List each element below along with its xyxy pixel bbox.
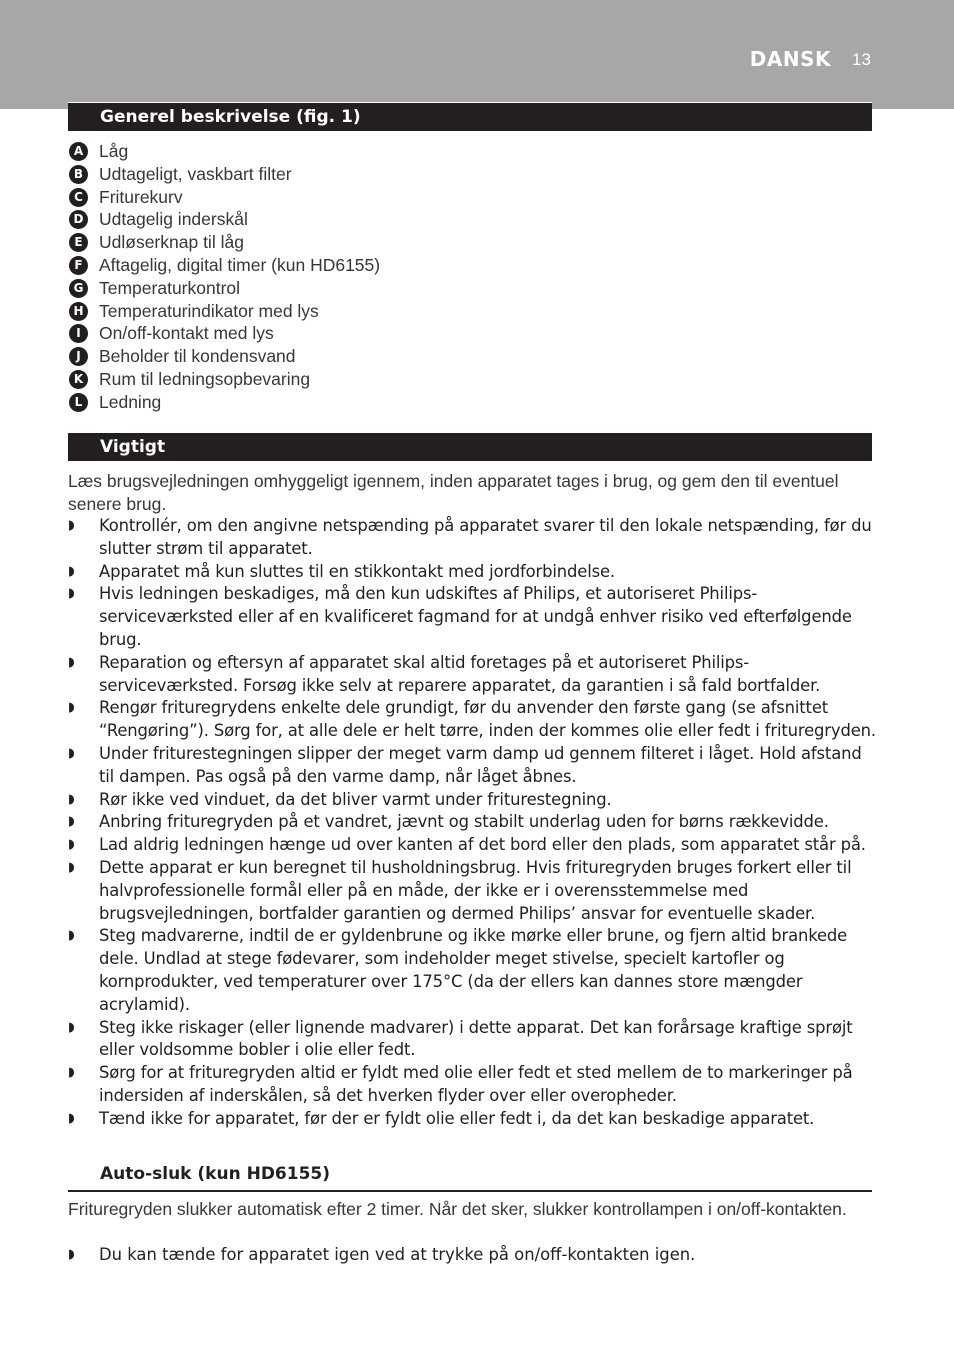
list-item (68, 697, 878, 743)
letter-badge: J (69, 347, 88, 366)
component-label: Temperaturindikator med lys (99, 300, 319, 321)
letter-badge: G (69, 279, 88, 298)
letter-badge: C (69, 188, 88, 207)
bullet-icon: ◗ (68, 518, 75, 533)
bullet-icon: ◗ (68, 1247, 75, 1262)
component-label: Temperaturkontrol (99, 277, 241, 298)
list-item (68, 857, 878, 925)
bullet-icon: ◗ (68, 837, 75, 853)
list-item (68, 652, 878, 698)
bullet-icon: ◗ (68, 1110, 75, 1126)
component-label: Friturekurv (99, 186, 183, 207)
language-label: DANSK (749, 47, 831, 71)
list-item (68, 583, 878, 651)
list-item-text: Hvis ledningen beskadiges, må den kun udskiftes af Philips, et autoriseret Philips-serviceværksted eller af en kvalificeret fagmand for at undgå enhver risiko ved efterfølgende brug. (99, 584, 852, 649)
list-item (68, 1062, 878, 1108)
bullet-icon: ◗ (68, 654, 75, 670)
list-item-text: Du kan tænde for apparatet igen ved at trykke på on/off-kontakten igen. (99, 1245, 696, 1264)
list-item (68, 561, 878, 584)
letter-badge: H (69, 302, 88, 321)
letter-badge: K (69, 370, 88, 389)
list-item (68, 834, 878, 857)
list-item-text: Reparation og eftersyn af apparatet skal altid foretages på et autoriseret Philips-serviceværksted. Forsøg ikke selv at reparere apparatet, da garantien i så fald bortfalder. (99, 652, 821, 695)
section-heading-important (68, 432, 872, 461)
bullet-icon: ◗ (68, 745, 75, 761)
bullet-icon: ◗ (68, 928, 75, 944)
letter-badge: A (69, 142, 88, 161)
list-item-text: Apparatet må kun sluttes til en stikkontakt med jordforbindelse. (99, 561, 615, 581)
letter-badge: I (69, 324, 88, 343)
list-item-text: Kontrollér, om den angivne netspænding på apparatet svarer til den lokale netspænding, før du slutter strøm til apparatet. (99, 516, 872, 558)
list-item-text: Sørg for at frituregryden altid er fyldt med olie eller fedt et sted mellem de to markeringer på indersiden af inderskålen, så det hverken flyder over eller overopheder. (99, 1063, 853, 1105)
letter-badge: D (69, 210, 88, 229)
component-label: Udløserknap til låg (99, 232, 244, 253)
bullet-icon: ◗ (68, 700, 75, 716)
auto-off-body: Frituregryden slukker automatisk efter 2 timer. Når det sker, slukker kontrollampen i on/off-kontakten. (68, 1199, 847, 1219)
list-item-text: Steg madvarerne, indtil de er gyldenbrune og ikke mørke eller brune, og fjern altid brankede dele. Undlad at stege fødevarer, som indeholder meget stivelse, specielt kartofler og kornprodukter, ved temperaturer over 175°C (da der ellers kan dannes store mængder acrylamid). (99, 926, 848, 1014)
list-item-text: Rengør frituregrydens enkelte dele grundigt, før du anvender den første gang (se afsnittet “Rengøring”). Sørg for, at alle dele er helt tørre, inden der kommes olie eller fedt i frituregryden. (99, 698, 876, 741)
section-title: Generel beskrivelse (fig. 1) (100, 107, 361, 127)
list-item (68, 811, 878, 834)
component-label: Ledning (99, 391, 162, 412)
list-item-text: Dette apparat er kun beregnet til husholdningsbrug. Hvis frituregryden bruges forkert eller til halvprofessionelle formål eller på en måde, der ikke er i overensstemmelse med brugsvejledningen, bortfalder garantien og dermed Philips’ ansvar for eventuelle skader. (99, 857, 852, 923)
page-header-band (0, 0, 954, 109)
component-label: Låg (99, 141, 129, 161)
list-item-text: Rør ikke ved vinduet, da det bliver varmt under friturestegning. (99, 789, 612, 809)
bullet-icon: ◗ (68, 586, 75, 602)
bullet-icon: ◗ (68, 1065, 75, 1081)
component-label: Aftagelig, digital timer (kun HD6155) (99, 254, 381, 275)
bullet-icon: ◗ (68, 791, 75, 807)
list-item (68, 515, 878, 561)
list-item-text: Lad aldrig ledningen hænge ud over kanten af det bord eller den plads, som apparatet står på. (99, 835, 866, 855)
auto-off-bullet-list (68, 1244, 878, 1267)
letter-badge: L (69, 393, 88, 412)
list-item (68, 743, 878, 789)
letter-badge: F (69, 256, 88, 275)
component-label: Udtagelig inderskål (99, 209, 248, 230)
section-heading-general (68, 102, 872, 131)
component-label: Beholder til kondensvand (99, 346, 296, 367)
list-item-text: Anbring frituregryden på et vandret, jævnt og stabilt underlag uden for børns rækkevidde. (99, 812, 829, 832)
list-item (68, 789, 878, 812)
list-item (68, 1108, 878, 1131)
list-item (68, 925, 878, 1016)
page-number: 13 (852, 50, 871, 69)
list-item (68, 1017, 878, 1063)
bullet-icon: ◗ (68, 563, 75, 579)
letter-badge: B (69, 165, 88, 184)
section-title: Auto-sluk (kun HD6155) (100, 1164, 331, 1184)
bullet-icon: ◗ (68, 1019, 75, 1035)
component-label: Rum til ledningsopbevaring (99, 368, 311, 389)
safety-bullet-list (68, 515, 878, 1131)
letter-badge: E (69, 233, 88, 252)
list-item-text: Under friturestegningen slipper der meget varm damp ud gennem filteret i låget. Hold afstand til dampen. Pas også på den varme damp, når låget åbnes. (99, 743, 862, 786)
list-item-text: Tænd ikke for apparatet, før der er fyldt olie eller fedt i, da det kan beskadige apparatet. (99, 1108, 815, 1128)
bullet-icon: ◗ (68, 814, 75, 830)
component-label: Udtageligt, vaskbart filter (99, 163, 292, 184)
section-heading-auto-off (68, 1163, 872, 1192)
component-label: On/off-kontakt med lys (99, 323, 274, 344)
section-title: Vigtigt (100, 437, 166, 457)
list-item (68, 1244, 878, 1267)
bullet-icon: ◗ (68, 859, 75, 875)
important-intro: Læs brugsvejledningen omhyggeligt igennem, inden apparatet tages i brug, og gem den til eventuel senere brug. (68, 471, 839, 514)
list-item-text: Steg ikke riskager (eller lignende madvarer) i dette apparat. Det kan forårsage kraftige sprøjt eller voldsomme bobler i olie eller fedt. (99, 1017, 853, 1060)
